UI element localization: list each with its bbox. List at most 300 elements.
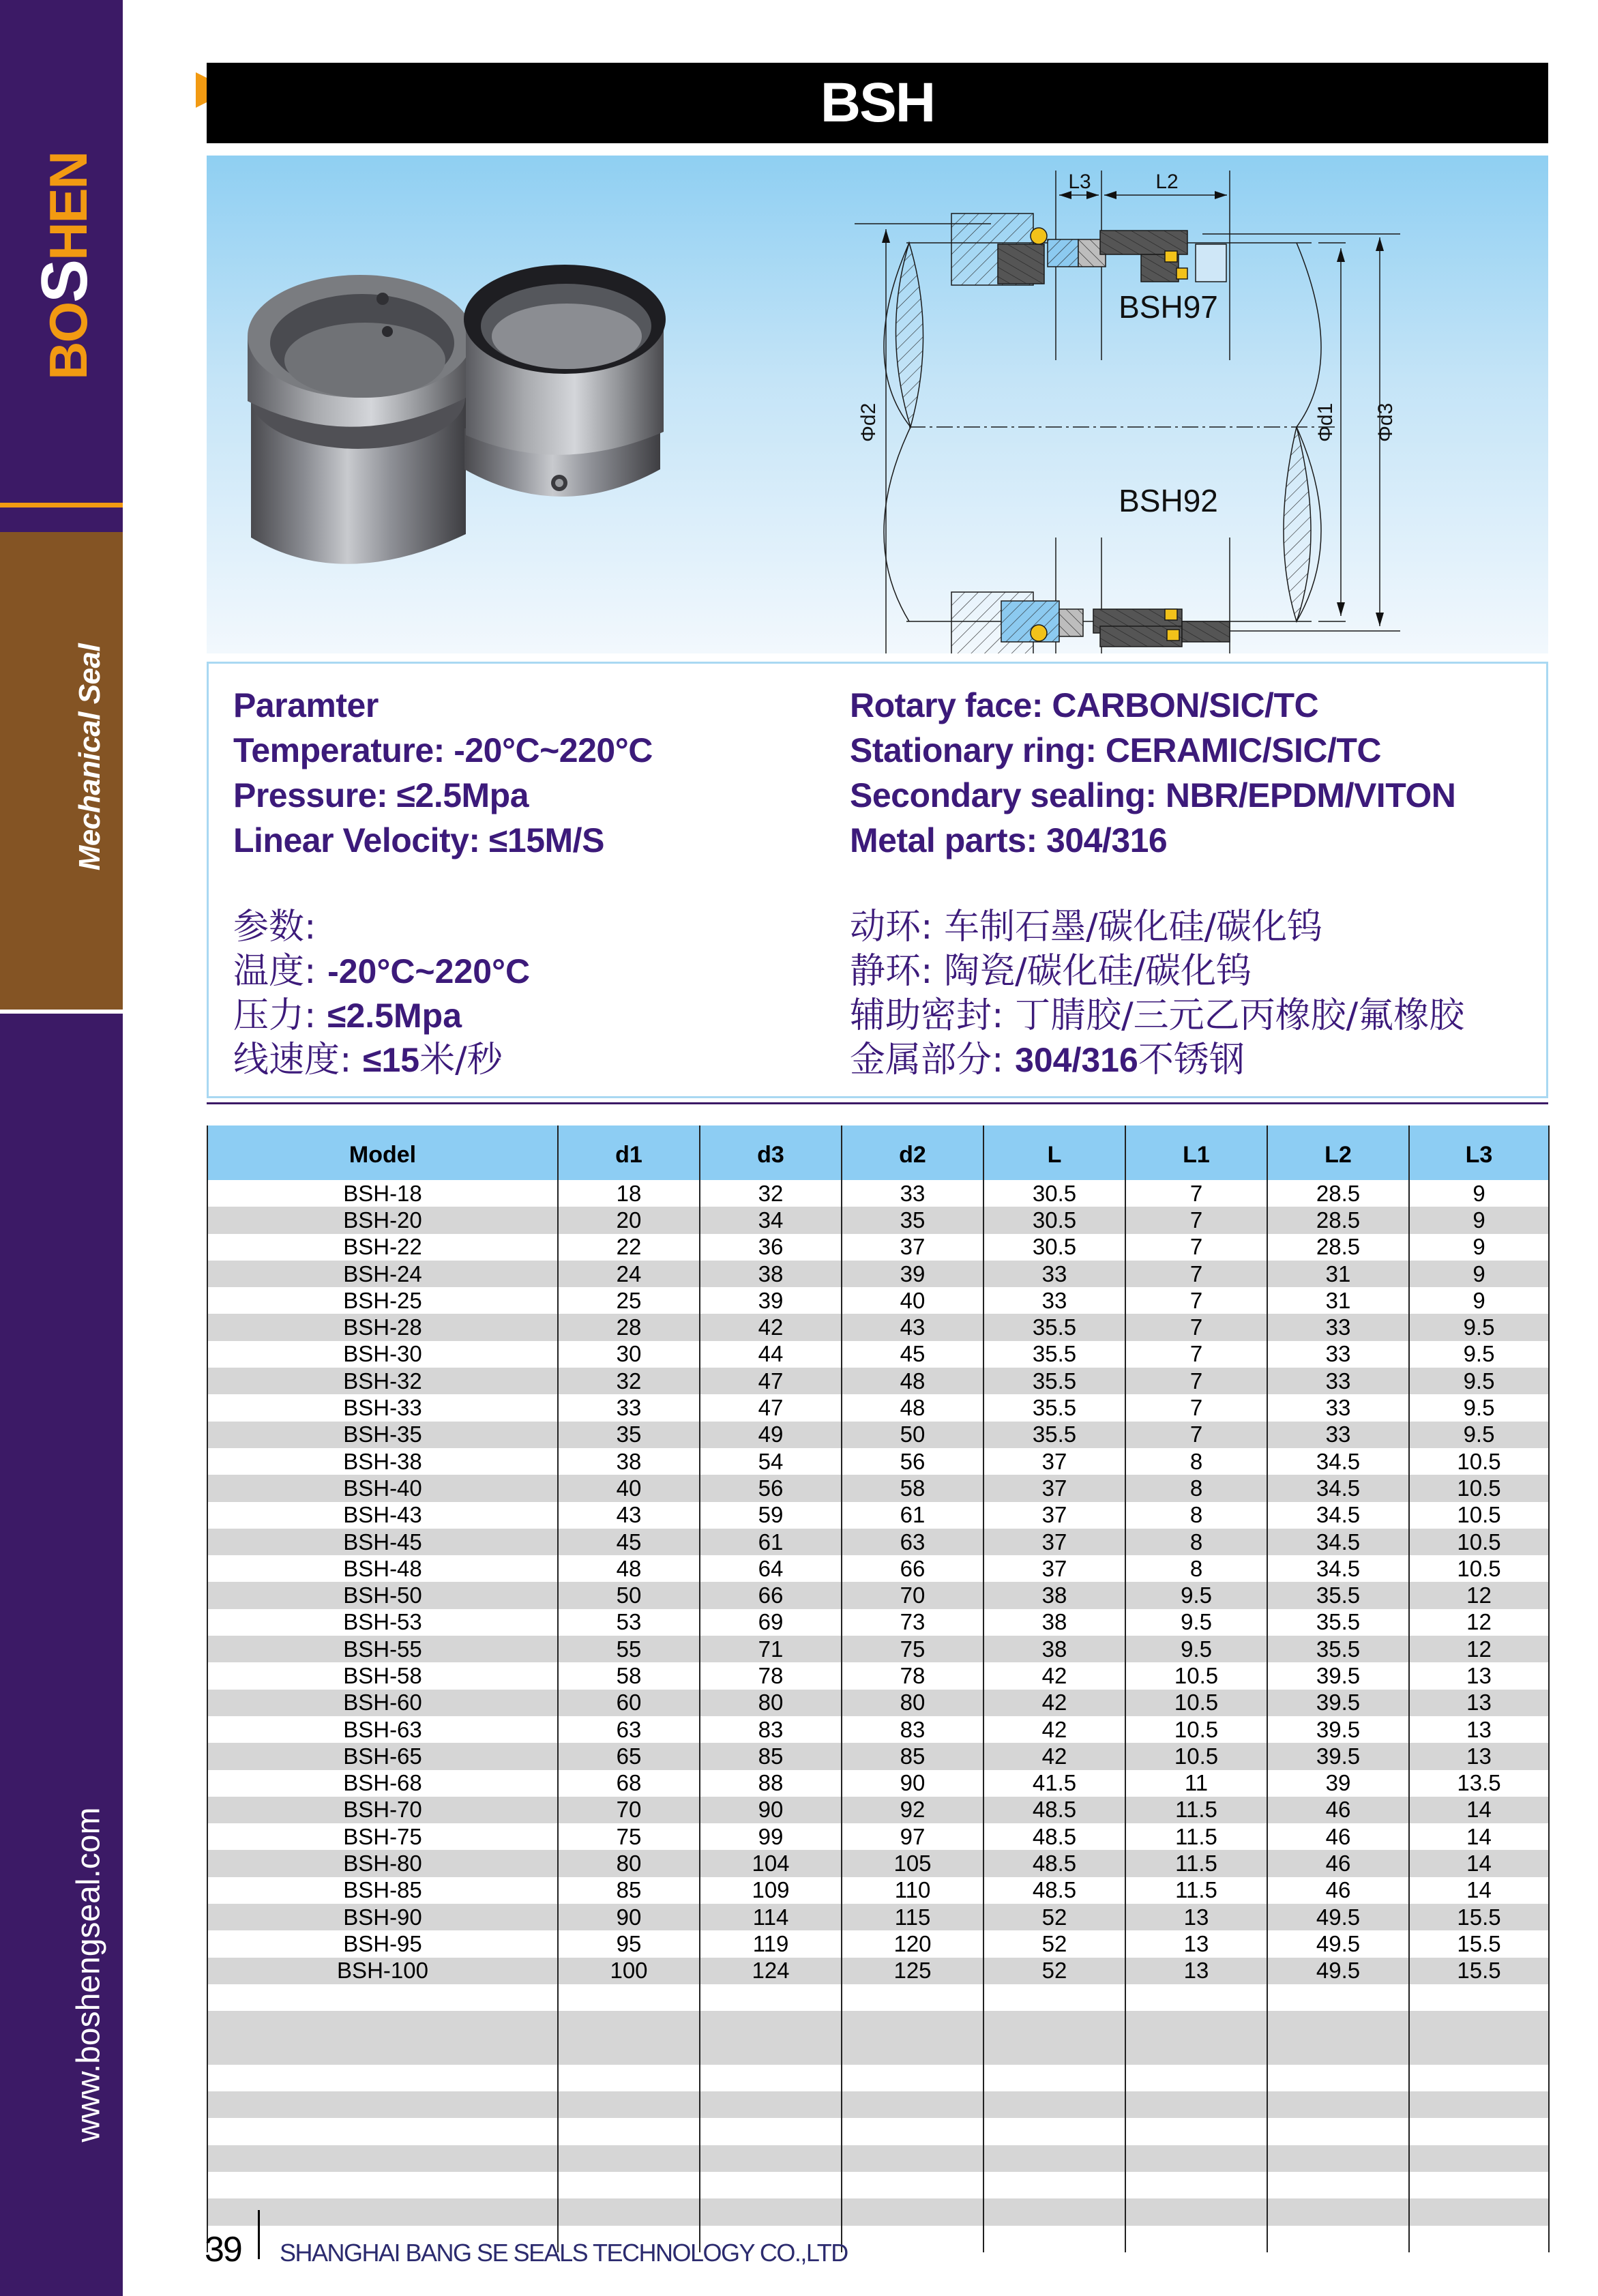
value-cell-l3: 14 xyxy=(1408,1797,1550,1823)
value-cell-l3: 12 xyxy=(1408,1609,1550,1636)
table-header-row xyxy=(207,1125,1548,1180)
empty-cell xyxy=(1267,2065,1408,2091)
spec-cn-stationary-ring xyxy=(850,950,1464,994)
value-cell-d2: 50 xyxy=(841,1422,983,1448)
model-cell: BSH-45 xyxy=(207,1529,557,1555)
table-row xyxy=(207,1958,1548,1984)
empty-cell xyxy=(1267,2226,1408,2252)
value-cell-d1: 18 xyxy=(557,1180,699,1207)
value-cell-d2: 97 xyxy=(841,1823,983,1850)
specs-materials xyxy=(850,683,1464,1083)
empty-cell xyxy=(983,2118,1125,2145)
value-cell-d2: 37 xyxy=(841,1234,983,1261)
table-row xyxy=(207,1287,1548,1314)
cn-value: 陶瓷/碳化硅/碳化钨 xyxy=(944,951,1252,992)
model-cell: BSH-58 xyxy=(207,1662,557,1689)
table-empty-row xyxy=(207,2118,1548,2145)
value-cell-d3: 69 xyxy=(699,1609,841,1636)
empty-cell xyxy=(557,2198,699,2225)
value-cell-d3: 44 xyxy=(699,1341,841,1368)
value-cell-l1: 7 xyxy=(1125,1234,1267,1261)
model-cell: BSH-40 xyxy=(207,1475,557,1501)
value-cell-d1: 95 xyxy=(557,1930,699,1957)
spec-temperature: Temperature: -20°C~220°C xyxy=(233,731,653,769)
value-cell-l1: 10.5 xyxy=(1125,1716,1267,1743)
empty-cell xyxy=(1267,1984,1408,2011)
value-cell-l2: 31 xyxy=(1267,1261,1408,1287)
value-cell-l1: 7 xyxy=(1125,1180,1267,1207)
value-cell-d1: 80 xyxy=(557,1850,699,1876)
model-cell: BSH-80 xyxy=(207,1850,557,1876)
value-cell-l: 33 xyxy=(983,1261,1125,1287)
table-row xyxy=(207,1662,1548,1689)
value-cell-d1: 75 xyxy=(557,1823,699,1850)
empty-cell xyxy=(1125,2118,1267,2145)
value-cell-d3: 49 xyxy=(699,1422,841,1448)
brand-logo xyxy=(27,152,102,380)
value-cell-d2: 43 xyxy=(841,1314,983,1340)
model-cell: BSH-43 xyxy=(207,1502,557,1529)
spec-cn-temperature xyxy=(233,950,653,994)
value-cell-d3: 85 xyxy=(699,1743,841,1769)
value-cell-d2: 115 xyxy=(841,1904,983,1930)
value-cell-d3: 56 xyxy=(699,1475,841,1501)
value-cell-l3: 10.5 xyxy=(1408,1448,1550,1475)
dimensions-table xyxy=(207,1125,1548,2252)
value-cell-d1: 85 xyxy=(557,1877,699,1904)
cn-value: 车制石墨/碳化硅/碳化钨 xyxy=(944,907,1323,947)
empty-cell xyxy=(1267,2172,1408,2198)
spec-pressure: Pressure: ≤2.5Mpa xyxy=(233,776,529,814)
empty-cell xyxy=(699,2091,841,2118)
empty-cell xyxy=(1125,1984,1267,2011)
value-cell-l: 48.5 xyxy=(983,1877,1125,1904)
value-cell-d1: 63 xyxy=(557,1716,699,1743)
value-cell-d2: 120 xyxy=(841,1930,983,1957)
value-cell-l1: 13 xyxy=(1125,1958,1267,1984)
value-cell-l2: 31 xyxy=(1267,1287,1408,1314)
empty-cell xyxy=(557,2091,699,2118)
spec-rotary-face: Rotary face: CARBON/SIC/TC xyxy=(850,686,1319,724)
value-cell-l2: 49.5 xyxy=(1267,1904,1408,1930)
empty-cell xyxy=(1267,2091,1408,2118)
value-cell-l2: 46 xyxy=(1267,1850,1408,1876)
value-cell-l2: 33 xyxy=(1267,1314,1408,1340)
value-cell-d1: 90 xyxy=(557,1904,699,1930)
value-cell-d2: 83 xyxy=(841,1716,983,1743)
sidebar-divider xyxy=(0,1010,123,1014)
value-cell-l2: 33 xyxy=(1267,1394,1408,1421)
value-cell-l2: 33 xyxy=(1267,1368,1408,1394)
value-cell-l1: 7 xyxy=(1125,1314,1267,1340)
label-l3: L3 xyxy=(1068,171,1091,193)
value-cell-d1: 70 xyxy=(557,1797,699,1823)
spec-linear-velocity: Linear Velocity: ≤15M/S xyxy=(233,821,604,859)
value-cell-l1: 11.5 xyxy=(1125,1797,1267,1823)
spec-metal-parts: Metal parts: 304/316 xyxy=(850,821,1168,859)
table-row xyxy=(207,1555,1548,1582)
value-cell-l2: 34.5 xyxy=(1267,1502,1408,1529)
label-d1: Φd1 xyxy=(1314,402,1337,442)
value-cell-l3: 9 xyxy=(1408,1207,1550,1233)
logo-suffix: HEN xyxy=(38,152,98,261)
value-cell-l: 30.5 xyxy=(983,1207,1125,1233)
value-cell-l2: 28.5 xyxy=(1267,1180,1408,1207)
value-cell-d1: 48 xyxy=(557,1555,699,1582)
specifications-box xyxy=(207,662,1548,1098)
value-cell-l2: 39.5 xyxy=(1267,1690,1408,1716)
value-cell-d3: 34 xyxy=(699,1207,841,1233)
cn-value: 丁腈胶/三元乙丙橡胶/氟橡胶 xyxy=(1015,995,1465,1036)
spec-cn-secondary-sealing xyxy=(850,994,1464,1038)
value-cell-d3: 66 xyxy=(699,1582,841,1608)
empty-cell xyxy=(207,2011,557,2065)
table-row xyxy=(207,1180,1548,1207)
spec-secondary-sealing: Secondary sealing: NBR/EPDM/VITON xyxy=(850,776,1456,814)
empty-cell xyxy=(1125,2065,1267,2091)
cn-label: 动环: xyxy=(850,907,945,947)
value-cell-d2: 61 xyxy=(841,1502,983,1529)
value-cell-l1: 7 xyxy=(1125,1394,1267,1421)
value-cell-l3: 9 xyxy=(1408,1180,1550,1207)
value-cell-l1: 13 xyxy=(1125,1930,1267,1957)
value-cell-d2: 45 xyxy=(841,1341,983,1368)
cn-label: 线速度: xyxy=(233,1040,352,1080)
value-cell-l1: 7 xyxy=(1125,1368,1267,1394)
value-cell-d2: 63 xyxy=(841,1529,983,1555)
empty-cell xyxy=(841,2011,983,2065)
value-cell-l: 48.5 xyxy=(983,1823,1125,1850)
table-empty-row xyxy=(207,2172,1548,2198)
value-cell-d3: 42 xyxy=(699,1314,841,1340)
value-cell-l: 52 xyxy=(983,1930,1125,1957)
empty-cell xyxy=(1408,2091,1550,2118)
value-cell-d1: 100 xyxy=(557,1958,699,1984)
value-cell-l: 33 xyxy=(983,1287,1125,1314)
value-cell-d3: 104 xyxy=(699,1850,841,1876)
label-d3: Φd3 xyxy=(1374,402,1397,442)
value-cell-l3: 13 xyxy=(1408,1716,1550,1743)
value-cell-l2: 34.5 xyxy=(1267,1448,1408,1475)
empty-cell xyxy=(983,1984,1125,2011)
hero-panel xyxy=(207,156,1548,653)
value-cell-l: 37 xyxy=(983,1448,1125,1475)
cn-label: 参数: xyxy=(233,907,316,947)
table-row xyxy=(207,1368,1548,1394)
value-cell-d1: 32 xyxy=(557,1368,699,1394)
value-cell-l: 30.5 xyxy=(983,1180,1125,1207)
sidebar-orange-strip xyxy=(0,503,123,507)
value-cell-l1: 9.5 xyxy=(1125,1636,1267,1662)
spec-cn-metal-parts xyxy=(850,1038,1464,1083)
label-l2: L2 xyxy=(1155,171,1179,193)
empty-cell xyxy=(1125,2091,1267,2118)
value-cell-d3: 47 xyxy=(699,1394,841,1421)
value-cell-l1: 9.5 xyxy=(1125,1609,1267,1636)
value-cell-l3: 13 xyxy=(1408,1690,1550,1716)
model-cell: BSH-20 xyxy=(207,1207,557,1233)
value-cell-l: 42 xyxy=(983,1743,1125,1769)
column-header-l: L xyxy=(983,1125,1125,1180)
value-cell-l3: 14 xyxy=(1408,1823,1550,1850)
value-cell-l1: 10.5 xyxy=(1125,1690,1267,1716)
value-cell-d3: 99 xyxy=(699,1823,841,1850)
empty-cell xyxy=(1125,2198,1267,2225)
empty-cell xyxy=(841,2065,983,2091)
value-cell-l2: 39.5 xyxy=(1267,1716,1408,1743)
value-cell-l2: 49.5 xyxy=(1267,1958,1408,1984)
value-cell-d1: 38 xyxy=(557,1448,699,1475)
value-cell-d3: 39 xyxy=(699,1287,841,1314)
spec-heading: Paramter xyxy=(233,686,379,724)
value-cell-l: 37 xyxy=(983,1555,1125,1582)
label-bsh97: BSH97 xyxy=(1119,289,1218,325)
value-cell-l: 52 xyxy=(983,1904,1125,1930)
value-cell-l1: 9.5 xyxy=(1125,1582,1267,1608)
empty-cell xyxy=(557,1984,699,2011)
value-cell-l3: 13 xyxy=(1408,1662,1550,1689)
value-cell-l2: 28.5 xyxy=(1267,1207,1408,1233)
value-cell-l2: 39.5 xyxy=(1267,1662,1408,1689)
model-cell: BSH-85 xyxy=(207,1877,557,1904)
seal-photo-right xyxy=(464,265,666,497)
value-cell-l3: 10.5 xyxy=(1408,1475,1550,1501)
table-empty-row xyxy=(207,2091,1548,2118)
empty-cell xyxy=(207,1984,557,2011)
value-cell-l1: 10.5 xyxy=(1125,1743,1267,1769)
value-cell-l1: 11.5 xyxy=(1125,1877,1267,1904)
empty-cell xyxy=(1408,2011,1550,2065)
empty-cell xyxy=(983,2145,1125,2172)
table-row xyxy=(207,1422,1548,1448)
value-cell-d2: 35 xyxy=(841,1207,983,1233)
section-label: Mechanical Seal xyxy=(73,643,106,871)
table-row xyxy=(207,1448,1548,1475)
model-cell: BSH-90 xyxy=(207,1904,557,1930)
value-cell-l: 38 xyxy=(983,1636,1125,1662)
empty-cell xyxy=(1125,2226,1267,2252)
table-row xyxy=(207,1341,1548,1368)
value-cell-d1: 33 xyxy=(557,1394,699,1421)
value-cell-d1: 30 xyxy=(557,1341,699,1368)
value-cell-l1: 8 xyxy=(1125,1529,1267,1555)
value-cell-l3: 9.5 xyxy=(1408,1394,1550,1421)
empty-cell xyxy=(1267,2011,1408,2065)
value-cell-l2: 35.5 xyxy=(1267,1636,1408,1662)
empty-cell xyxy=(1408,2145,1550,2172)
table-row xyxy=(207,1207,1548,1233)
value-cell-l1: 11 xyxy=(1125,1770,1267,1797)
spec-cn-velocity xyxy=(233,1038,653,1083)
value-cell-d2: 70 xyxy=(841,1582,983,1608)
model-cell: BSH-24 xyxy=(207,1261,557,1287)
empty-cell xyxy=(841,2118,983,2145)
table-row xyxy=(207,1877,1548,1904)
value-cell-d1: 28 xyxy=(557,1314,699,1340)
value-cell-d2: 75 xyxy=(841,1636,983,1662)
empty-cell xyxy=(699,1984,841,2011)
value-cell-l3: 15.5 xyxy=(1408,1930,1550,1957)
empty-cell xyxy=(841,2198,983,2225)
value-cell-d1: 68 xyxy=(557,1770,699,1797)
value-cell-l1: 13 xyxy=(1125,1904,1267,1930)
table-row xyxy=(207,1636,1548,1662)
empty-cell xyxy=(699,2011,841,2065)
empty-cell xyxy=(1408,2226,1550,2252)
value-cell-l1: 8 xyxy=(1125,1555,1267,1582)
model-cell: BSH-30 xyxy=(207,1341,557,1368)
model-cell: BSH-65 xyxy=(207,1743,557,1769)
table-row xyxy=(207,1261,1548,1287)
value-cell-l3: 12 xyxy=(1408,1636,1550,1662)
value-cell-l: 52 xyxy=(983,1958,1125,1984)
value-cell-l2: 39.5 xyxy=(1267,1743,1408,1769)
value-cell-d2: 73 xyxy=(841,1609,983,1636)
value-cell-d1: 50 xyxy=(557,1582,699,1608)
model-cell: BSH-75 xyxy=(207,1823,557,1850)
spec-cn-pressure xyxy=(233,994,653,1038)
website-link[interactable]: www.boshengseal.com xyxy=(70,1807,107,2143)
value-cell-d1: 55 xyxy=(557,1636,699,1662)
value-cell-d3: 59 xyxy=(699,1502,841,1529)
value-cell-d3: 80 xyxy=(699,1690,841,1716)
value-cell-l: 42 xyxy=(983,1690,1125,1716)
value-cell-d3: 64 xyxy=(699,1555,841,1582)
value-cell-l: 38 xyxy=(983,1609,1125,1636)
value-cell-d1: 60 xyxy=(557,1690,699,1716)
value-cell-d1: 45 xyxy=(557,1529,699,1555)
empty-cell xyxy=(1408,2118,1550,2145)
empty-cell xyxy=(841,2091,983,2118)
value-cell-l3: 9 xyxy=(1408,1287,1550,1314)
value-cell-l3: 10.5 xyxy=(1408,1555,1550,1582)
value-cell-l: 35.5 xyxy=(983,1314,1125,1340)
value-cell-l2: 35.5 xyxy=(1267,1582,1408,1608)
table-row xyxy=(207,1690,1548,1716)
value-cell-l1: 7 xyxy=(1125,1261,1267,1287)
cn-value-suffix: 不锈钢 xyxy=(1138,1040,1245,1080)
value-cell-d1: 20 xyxy=(557,1207,699,1233)
value-cell-l2: 46 xyxy=(1267,1877,1408,1904)
value-cell-l: 35.5 xyxy=(983,1368,1125,1394)
empty-cell xyxy=(699,2118,841,2145)
empty-cell xyxy=(1125,2011,1267,2065)
value-cell-l1: 7 xyxy=(1125,1422,1267,1448)
spec-cn-heading xyxy=(233,905,653,950)
empty-cell xyxy=(557,2145,699,2172)
value-cell-l2: 28.5 xyxy=(1267,1234,1408,1261)
empty-cell xyxy=(841,2145,983,2172)
column-header-d1: d1 xyxy=(557,1125,699,1180)
value-cell-l1: 7 xyxy=(1125,1287,1267,1314)
value-cell-d3: 124 xyxy=(699,1958,841,1984)
value-cell-l3: 15.5 xyxy=(1408,1904,1550,1930)
value-cell-l: 38 xyxy=(983,1582,1125,1608)
seal-assembly-bottom xyxy=(951,592,1230,653)
model-cell: BSH-50 xyxy=(207,1582,557,1608)
value-cell-d1: 43 xyxy=(557,1502,699,1529)
value-cell-d3: 119 xyxy=(699,1930,841,1957)
value-cell-l2: 34.5 xyxy=(1267,1475,1408,1501)
empty-cell xyxy=(841,1984,983,2011)
value-cell-d3: 61 xyxy=(699,1529,841,1555)
model-cell: BSH-35 xyxy=(207,1422,557,1448)
table-empty-row xyxy=(207,2145,1548,2172)
value-cell-l: 37 xyxy=(983,1502,1125,1529)
cn-label: 温度: xyxy=(233,951,316,992)
table-row xyxy=(207,1743,1548,1769)
company-name: SHANGHAI BANG SE SEALS TECHNOLOGY CO.,LTD xyxy=(280,2239,848,2267)
value-cell-d2: 110 xyxy=(841,1877,983,1904)
value-cell-d2: 40 xyxy=(841,1287,983,1314)
table-empty-row xyxy=(207,2065,1548,2091)
value-cell-l3: 9.5 xyxy=(1408,1422,1550,1448)
page-number: 39 xyxy=(205,2230,241,2269)
logo-s-mark: S xyxy=(28,260,101,303)
value-cell-l: 37 xyxy=(983,1529,1125,1555)
value-cell-d3: 114 xyxy=(699,1904,841,1930)
cn-value: -20°C~220°C xyxy=(327,952,531,990)
table-row xyxy=(207,1394,1548,1421)
value-cell-d1: 53 xyxy=(557,1609,699,1636)
value-cell-d1: 35 xyxy=(557,1422,699,1448)
cn-value: ≤2.5Mpa xyxy=(327,997,462,1035)
value-cell-d2: 58 xyxy=(841,1475,983,1501)
value-cell-d1: 58 xyxy=(557,1662,699,1689)
label-d2: Φd2 xyxy=(857,402,880,442)
value-cell-d2: 56 xyxy=(841,1448,983,1475)
table-row xyxy=(207,1234,1548,1261)
cn-label: 静环: xyxy=(850,951,945,992)
value-cell-l2: 33 xyxy=(1267,1422,1408,1448)
empty-cell xyxy=(207,2118,557,2145)
value-cell-l2: 49.5 xyxy=(1267,1930,1408,1957)
value-cell-l2: 35.5 xyxy=(1267,1609,1408,1636)
table-empty-row xyxy=(207,2198,1548,2225)
table-row xyxy=(207,1502,1548,1529)
empty-cell xyxy=(699,2065,841,2091)
empty-cell xyxy=(841,2172,983,2198)
table-row xyxy=(207,1582,1548,1608)
value-cell-d3: 32 xyxy=(699,1180,841,1207)
value-cell-l3: 9.5 xyxy=(1408,1341,1550,1368)
value-cell-l: 30.5 xyxy=(983,1234,1125,1261)
model-cell: BSH-55 xyxy=(207,1636,557,1662)
empty-cell xyxy=(983,2198,1125,2225)
value-cell-l: 41.5 xyxy=(983,1770,1125,1797)
value-cell-l2: 39 xyxy=(1267,1770,1408,1797)
footer-divider xyxy=(258,2210,260,2259)
value-cell-l: 48.5 xyxy=(983,1797,1125,1823)
model-cell: BSH-68 xyxy=(207,1770,557,1797)
empty-cell xyxy=(983,2091,1125,2118)
value-cell-d3: 38 xyxy=(699,1261,841,1287)
value-cell-d2: 48 xyxy=(841,1394,983,1421)
empty-cell xyxy=(699,2198,841,2225)
empty-cell xyxy=(1408,2065,1550,2091)
table-empty-row xyxy=(207,2011,1548,2065)
table-row xyxy=(207,1314,1548,1340)
model-cell: BSH-18 xyxy=(207,1180,557,1207)
value-cell-l3: 14 xyxy=(1408,1877,1550,1904)
value-cell-d2: 78 xyxy=(841,1662,983,1689)
empty-cell xyxy=(841,2226,983,2252)
value-cell-l3: 9 xyxy=(1408,1261,1550,1287)
model-cell: BSH-28 xyxy=(207,1314,557,1340)
seal-photo-left xyxy=(248,275,473,564)
value-cell-d2: 80 xyxy=(841,1690,983,1716)
value-cell-l3: 13.5 xyxy=(1408,1770,1550,1797)
